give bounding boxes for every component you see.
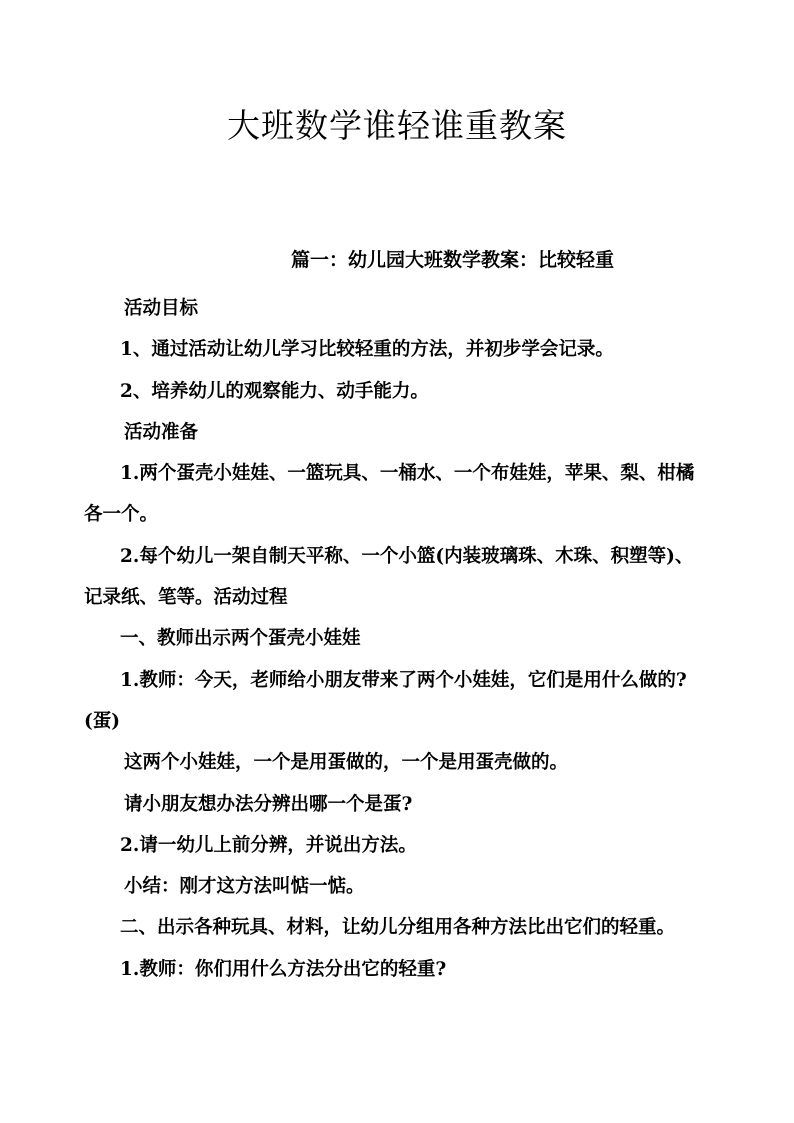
paragraph-goal-1: 1、通过活动让幼儿学习比较轻重的方法，并初步学会记录。 <box>120 339 614 361</box>
paragraph-step-1-1: 1.教师：今天，老师给小朋友带来了两个小娃娃，它们是用什么做的?(蛋) <box>84 669 687 732</box>
paragraph-step-1-2: 2.请一幼儿上前分辨，并说出方法。 <box>120 834 417 856</box>
paragraph-summary: 小结：刚才这方法叫惦一惦。 <box>124 876 365 898</box>
paragraph-goal-2: 2、培养幼儿的观察能力、动手能力。 <box>120 380 429 402</box>
document-title: 大班数学谁轻谁重教案 <box>227 106 567 145</box>
paragraph-activity-prep: 活动准备 <box>124 421 199 443</box>
paragraph-step-2: 二、出示各种玩具、材料，让幼儿分组用各种方法比出它们的轻重。 <box>120 917 676 939</box>
paragraph-activity-goals: 活动目标 <box>124 298 199 319</box>
document-body <box>84 288 710 990</box>
paragraph-step-1: 一、教师出示两个蛋壳小娃娃 <box>120 628 361 650</box>
paragraph-step-1-note: 这两个小娃娃，一个是用蛋做的，一个是用蛋壳做的。 <box>124 752 569 774</box>
section-heading-text: 篇一：幼儿园大班数学教案：比较轻重 <box>291 249 615 271</box>
paragraph-prep-1: 1.两个蛋壳小娃娃、一篮玩具、一桶水、一个布娃娃，苹果、梨、柑橘各一个。 <box>84 463 695 526</box>
paragraph-step-2-1: 1.教师：你们用什么方法分出它的轻重? <box>120 958 447 980</box>
paragraph-step-1-question: 请小朋友想办法分辨出哪一个是蛋? <box>124 793 413 815</box>
paragraph-prep-2: 2.每个幼儿一架自制天平称、一个小篮(内装玻璃珠、木珠、积塑等)、记录纸、笔等。活动过程 <box>84 545 694 609</box>
